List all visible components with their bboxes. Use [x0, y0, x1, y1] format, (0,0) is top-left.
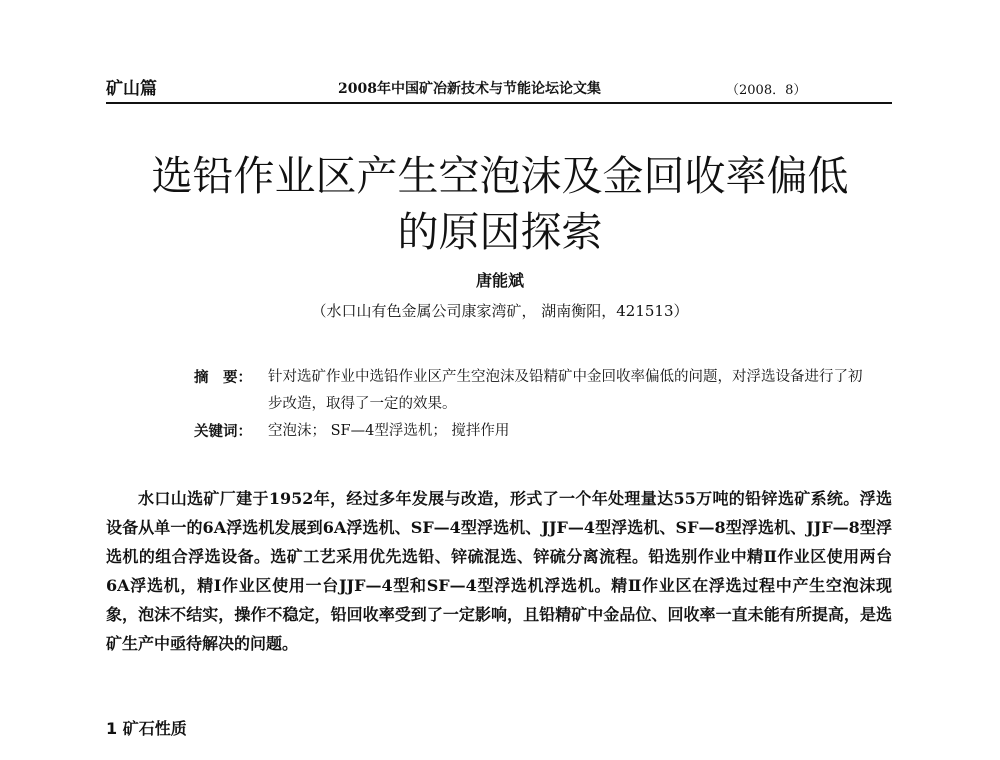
header-section-label: 矿山篇 [106, 79, 157, 99]
keywords-row [194, 418, 874, 445]
author-affiliation: （水口山有色金属公司康家湾矿， 湖南衡阳，421513） [311, 302, 689, 320]
abstract-text: 针对选矿作业中选铅作业区产生空泡沫及铅精矿中金回收率偏低的问题，对浮选设备进行了初步改造，取得了一定的效果。 [268, 369, 863, 412]
section-heading-1: 1 矿石性质 [106, 719, 187, 738]
keywords-text: 空泡沫； SF—4型浮选机； 搅拌作用 [268, 423, 510, 439]
keywords-label: 关键词： [194, 423, 252, 440]
author-name: 唐能斌 [475, 271, 524, 290]
title-line-2: 的原因探索 [397, 208, 603, 256]
header-date: （2008．8） [726, 83, 807, 98]
intro-paragraph: 水口山选矿厂建于1952年，经过多年发展与改造，形式了一个年处理量达55万吨的铅锌选矿系统。浮选设备从单一的6A浮选机发展到6A浮选机、SF—4型浮选机、JJF—4型浮选机、SF—8型浮选机、JJF—8型浮选机的组合浮选设备。选矿工艺采用优先选铅、锌硫混选、锌硫分离流程。铅选别作业中精Ⅱ作业区使用两台6A浮选机，精Ⅰ作业区使用一台JJF—4型和SF—4型浮选机浮选机。精Ⅱ作业区在浮选过程中产生空泡沫现象，泡沫不结实，操作不稳定，铅回收率受到了一定影响，且铅精矿中金品位、回收率一直未能有所提高，是选矿生产中亟待解决的问题。 [106, 489, 892, 653]
title-line-1: 选铅作业区产生空泡沫及金回收率偏低 [151, 152, 849, 200]
header-journal-title: 2008年中国矿冶新技术与节能论坛论文集 [338, 81, 601, 97]
paper-title [100, 148, 900, 260]
abstract-block [194, 364, 874, 445]
abstract-label: 摘 要： [194, 369, 252, 386]
abstract-row [194, 364, 874, 418]
running-header [106, 76, 892, 104]
